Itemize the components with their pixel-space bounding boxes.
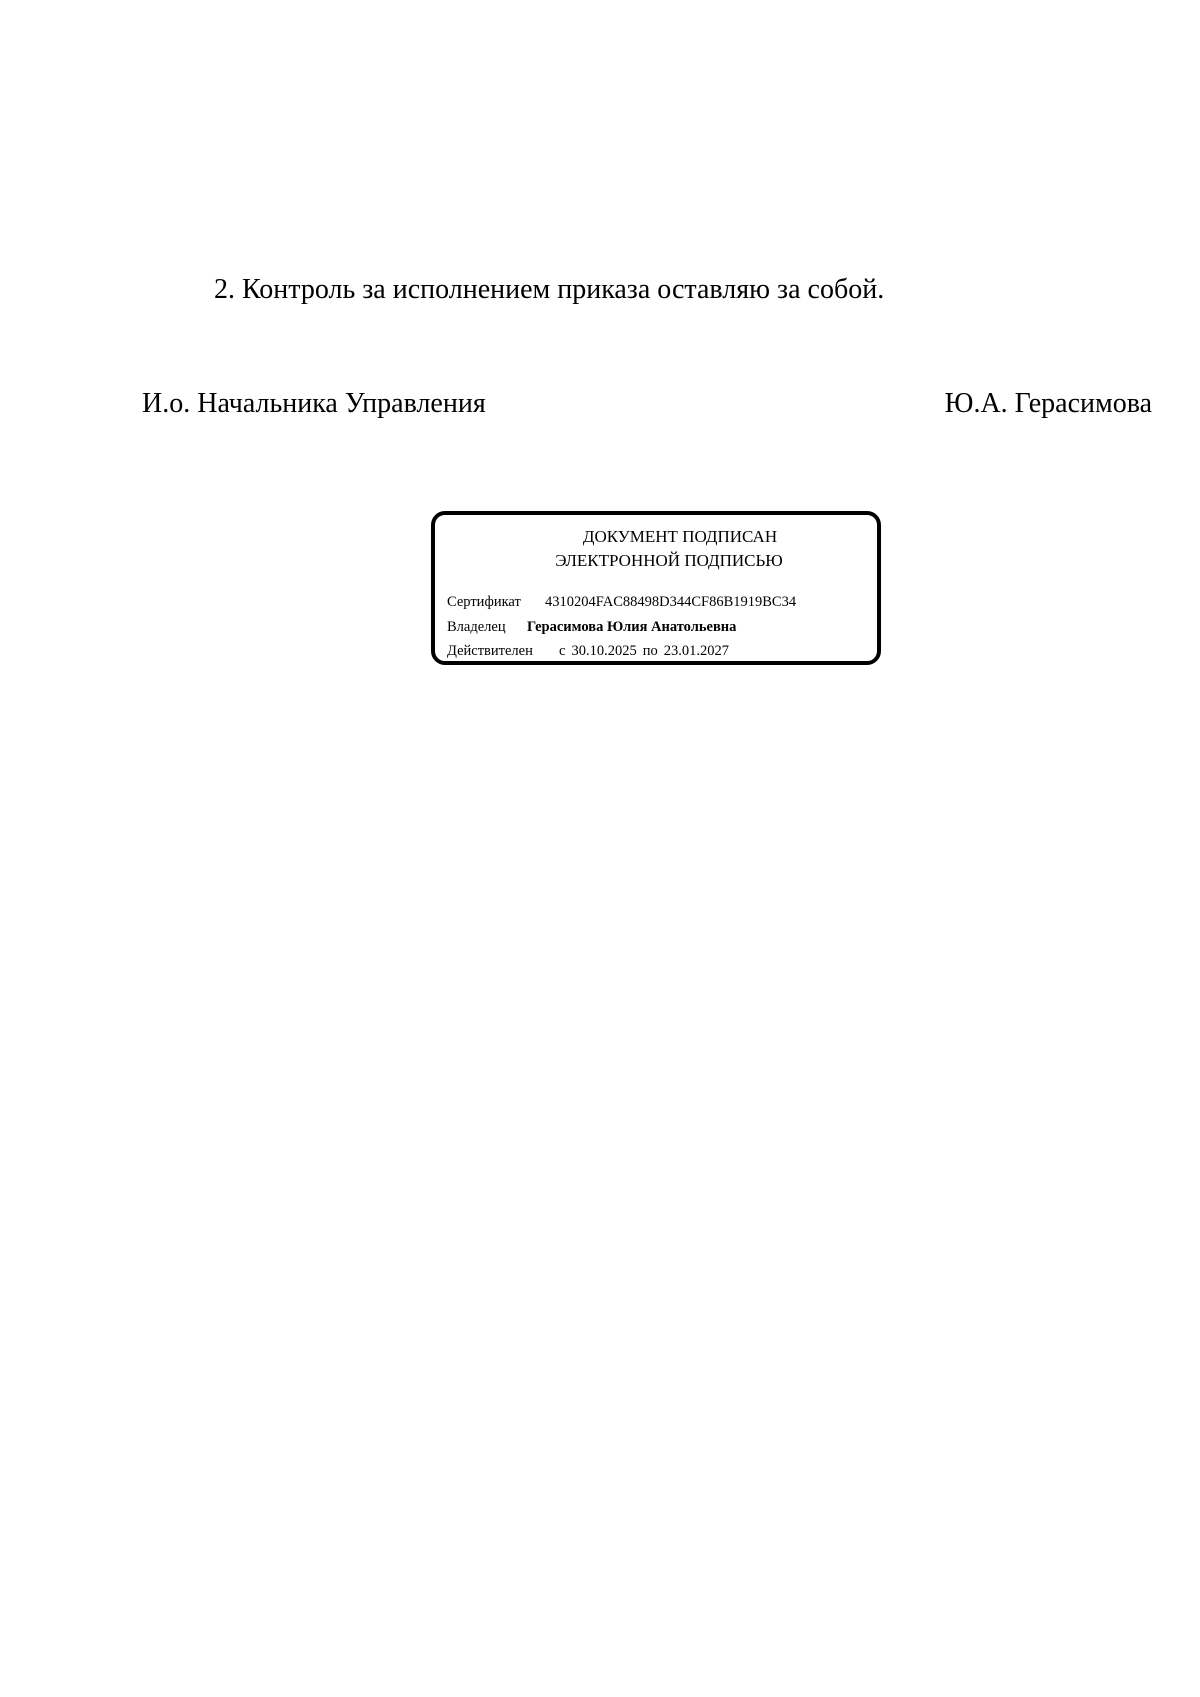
validity-label: Действителен	[447, 643, 533, 659]
stamp-title-line-1: ДОКУМЕНТ ПОДПИСАН	[582, 527, 778, 546]
valid-to-prefix: по	[642, 643, 658, 659]
valid-to-date: 23.01.2027	[663, 643, 729, 659]
electronic-signature-stamp	[431, 511, 881, 665]
signature-block	[142, 386, 1152, 426]
signer-name: Ю.А. Герасимова	[944, 388, 1152, 419]
paragraph-control: 2. Контроль за исполнением приказа оставляю за собой.	[214, 274, 885, 305]
stamp-title	[435, 525, 877, 573]
certificate-label: Сертификат	[447, 594, 521, 610]
valid-from-date: 30.10.2025	[571, 643, 637, 659]
owner-label: Владелец	[447, 619, 506, 635]
owner-value: Герасимова Юлия Анатольевна	[527, 619, 737, 635]
signer-position: И.о. Начальника Управления	[142, 388, 486, 419]
valid-from-prefix: с	[559, 643, 566, 659]
stamp-certificate-row	[447, 593, 796, 611]
certificate-value: 4310204FAC88498D344CF86B1919BC34	[545, 594, 797, 610]
stamp-title-line-2: ЭЛЕКТРОННОЙ ПОДПИСЬЮ	[555, 551, 783, 570]
validity-value	[559, 643, 735, 659]
stamp-owner-row	[447, 618, 736, 636]
stamp-validity-row	[447, 642, 735, 660]
